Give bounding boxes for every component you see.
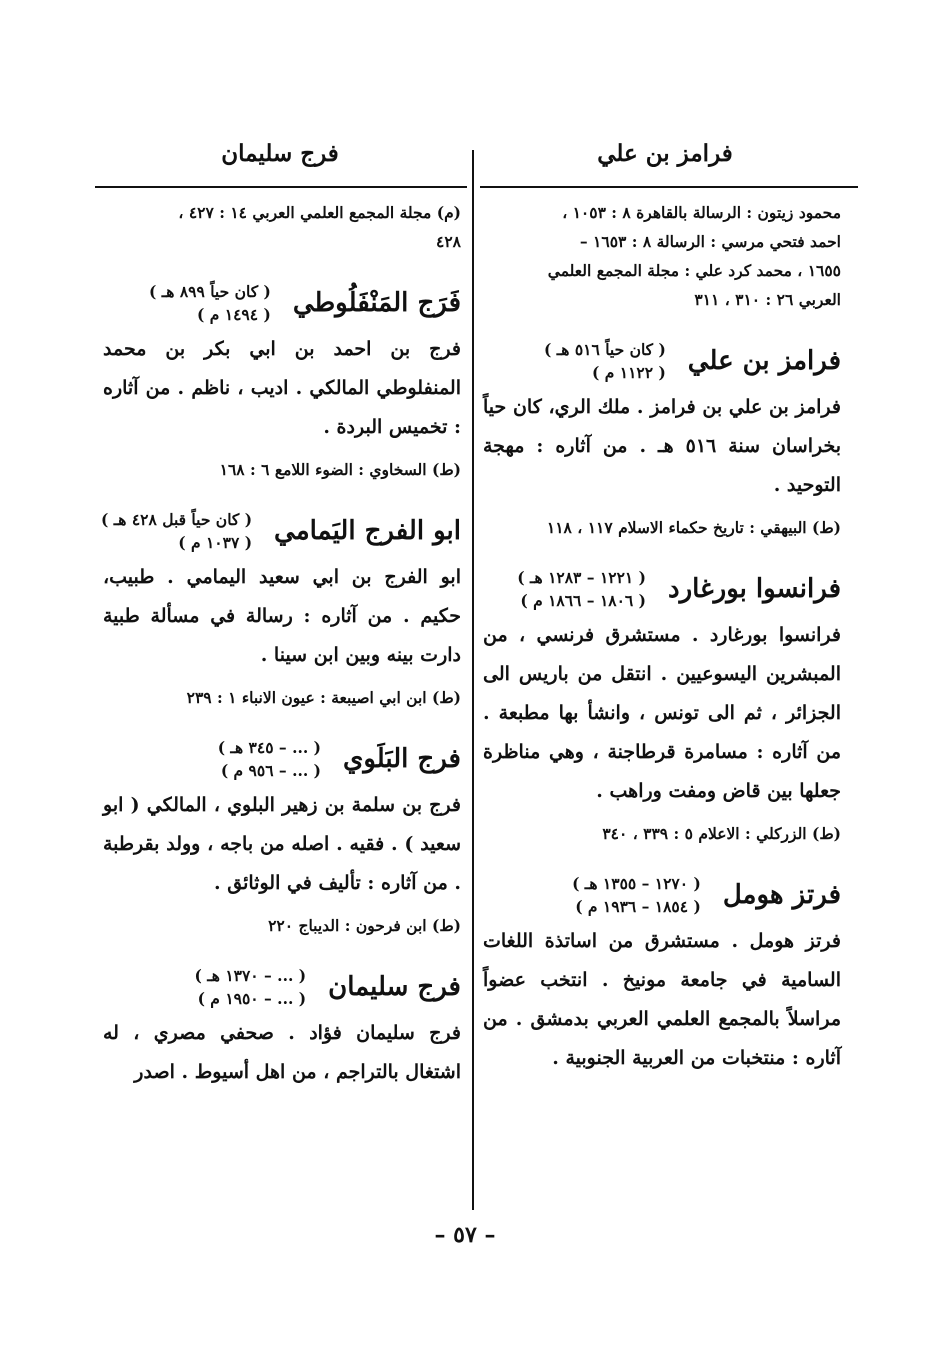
continued-source-line: محمود زيتون : الرسالة بالقاهرة ٨ : ١٠٥٣ ، (562, 203, 841, 222)
running-head-right: فرامز بن علي (597, 140, 733, 167)
hijri-date: ( ١٢٢١ – ١٢٨٣ هـ ) (517, 568, 646, 587)
hijri-date: ( كان حياً قبل ٤٢٨ هـ ) (100, 510, 253, 529)
header-rule-right (480, 186, 858, 188)
entry-dates (194, 964, 306, 1010)
biography-entry (100, 508, 461, 712)
running-head-left: فرج سليمان (221, 140, 339, 167)
entry-name: فرج البَلَوي (343, 744, 461, 774)
gregorian-date: ( ١٨٥٤ – ١٩٣٦ م ) (575, 897, 701, 916)
entry-body: فرامز بن علي بن فرامز . ملك الري، كان حياً بخراسان سنة ٥١٦ هـ . من آثاره : مهجة التوحيد . (483, 396, 842, 496)
biography-entry (483, 338, 841, 542)
entry-name: فرج سليمان (328, 972, 461, 1002)
hijri-date: ( كان حياً ٥١٦ هـ ) (543, 340, 666, 359)
page-number: – ٥٧ – (434, 1222, 496, 1248)
entry-heading (483, 872, 841, 918)
biography-entry (483, 872, 841, 1078)
biography-entry (103, 736, 461, 940)
biography-entry (103, 280, 461, 484)
gregorian-date: ( ١٨٠٦ – ١٨٦٦ م ) (520, 591, 646, 610)
gregorian-date: ( ١١٢٢ م ) (592, 363, 666, 382)
entry-source: (ط) السخاوي : الضوء اللامع ٦ : ١٦٨ (219, 460, 461, 479)
gregorian-date: ( ... – ٩٥٦ م ) (220, 761, 321, 780)
entry-name: ابو الفرج اليَمامي (274, 516, 461, 546)
entry-name: فرتز هومل (722, 880, 841, 910)
entry-source: (ط) الزركلي : الاعلام ٥ : ٣٣٩ ، ٣٤٠ (602, 824, 841, 843)
hijri-date: ( ١٢٧٠ – ١٣٥٥ هـ ) (572, 874, 701, 893)
continued-source-line: العربي ٢٦ : ٣١٠ ، ٣١١ (694, 290, 841, 309)
gregorian-date: ( ١٠٣٧ م ) (178, 533, 253, 552)
entry-dates (544, 338, 666, 384)
entry-heading (483, 338, 841, 384)
entry-dates (572, 872, 701, 918)
entry-dates (218, 736, 321, 782)
hijri-date: ( ... – ٣٤٥ هـ ) (217, 738, 321, 757)
entry-heading (103, 964, 461, 1010)
biography-entry (483, 566, 841, 848)
entry-source: (ط) ابن فرحون : الديباج ٢٢٠ (268, 916, 461, 935)
entry-heading (100, 508, 461, 554)
entry-source: (ط) ابن ابي اصيبعة : عيون الانباء ١ : ٢٣٩ (186, 688, 461, 707)
entry-source: (ط) البيهقي : تاريخ حكماء الاسلام ١١٧ ، ١١٨ (546, 518, 841, 537)
biography-entry (103, 964, 461, 1092)
hijri-date: ( كان حياً ٨٩٩ هـ ) (148, 282, 271, 301)
continued-source-line: احمد فتحي مرسي : الرسالة ٨ : ١٦٥٣ – (579, 232, 841, 251)
entry-body: ابو الفرج بن ابي سعيد اليمامي . طبيب، حكيم . من آثاره : رسالة في مسألة طبية دارت بينه وبين ابن سينا . (103, 566, 461, 666)
entry-dates (149, 280, 271, 326)
gregorian-date: ( ١٤٩٤ م ) (197, 305, 271, 324)
left-column (100, 198, 461, 1098)
entry-dates (101, 508, 252, 554)
continued-source-line: (م) مجلة المجمع العلمي العربي ١٤ : ٤٢٧ ، (178, 203, 461, 222)
right-column (483, 198, 841, 1084)
entry-name: فرانسوا بورغارد (667, 574, 841, 604)
entry-body: فرج سليمان فؤاد . صحفي مصري ، له اشتغال بالتراجم ، من اهل أسيوط . اصدر (103, 1022, 461, 1083)
entry-name: فرامز بن علي (687, 346, 841, 376)
continued-source-line: ٤٢٨ (436, 232, 461, 251)
entry-heading (483, 566, 841, 612)
entry-dates (517, 566, 646, 612)
entry-body: فرانسوا بورغارد . مستشرق فرنسي ، من المبشرين اليسوعيين . انتقل من باريس الى الجزائر ، ثم الى تونس ، وانشأ بها مطبعة . من آثاره : مسامرة قرطاجنة ، وهي مناظرة جعلها بين قاض ومفت وراهب . (483, 624, 841, 802)
hijri-date: ( ... – ١٣٧٠ هـ ) (194, 966, 307, 985)
gregorian-date: ( ... – ١٩٥٠ م ) (197, 989, 307, 1008)
entry-body: فرج بن سلمة بن زهير البلوي ، المالكي ( ابو سعيد ) . فقيه . اصله من باجه ، وولد بقرطبة . من آثاره : تأليف في الوثائق . (103, 794, 461, 894)
column-divider (472, 150, 474, 1210)
entry-body: فرج بن احمد بن ابي بكر بن محمد المنفلوطي المالكي . اديب ، ناظم . من آثاره : تخميس البردة . (103, 338, 461, 438)
continued-source-line: ١٦٥٥ ، محمد كرد علي : مجلة المجمع العلمي (547, 261, 841, 280)
header-rule-left (95, 186, 467, 188)
entry-body: فرتز هومل . مستشرق من اساتذة اللغات السامية في جامعة مونيخ . انتخب عضواً مراسلاً بالمجمع العلمي العربي بدمشق . من آثاره : منتخبات من العربية الجنوبية . (483, 930, 841, 1069)
entry-name: فَرَج المَنْفَلُوطي (292, 288, 461, 318)
entry-heading (103, 280, 461, 326)
entry-heading (103, 736, 461, 782)
